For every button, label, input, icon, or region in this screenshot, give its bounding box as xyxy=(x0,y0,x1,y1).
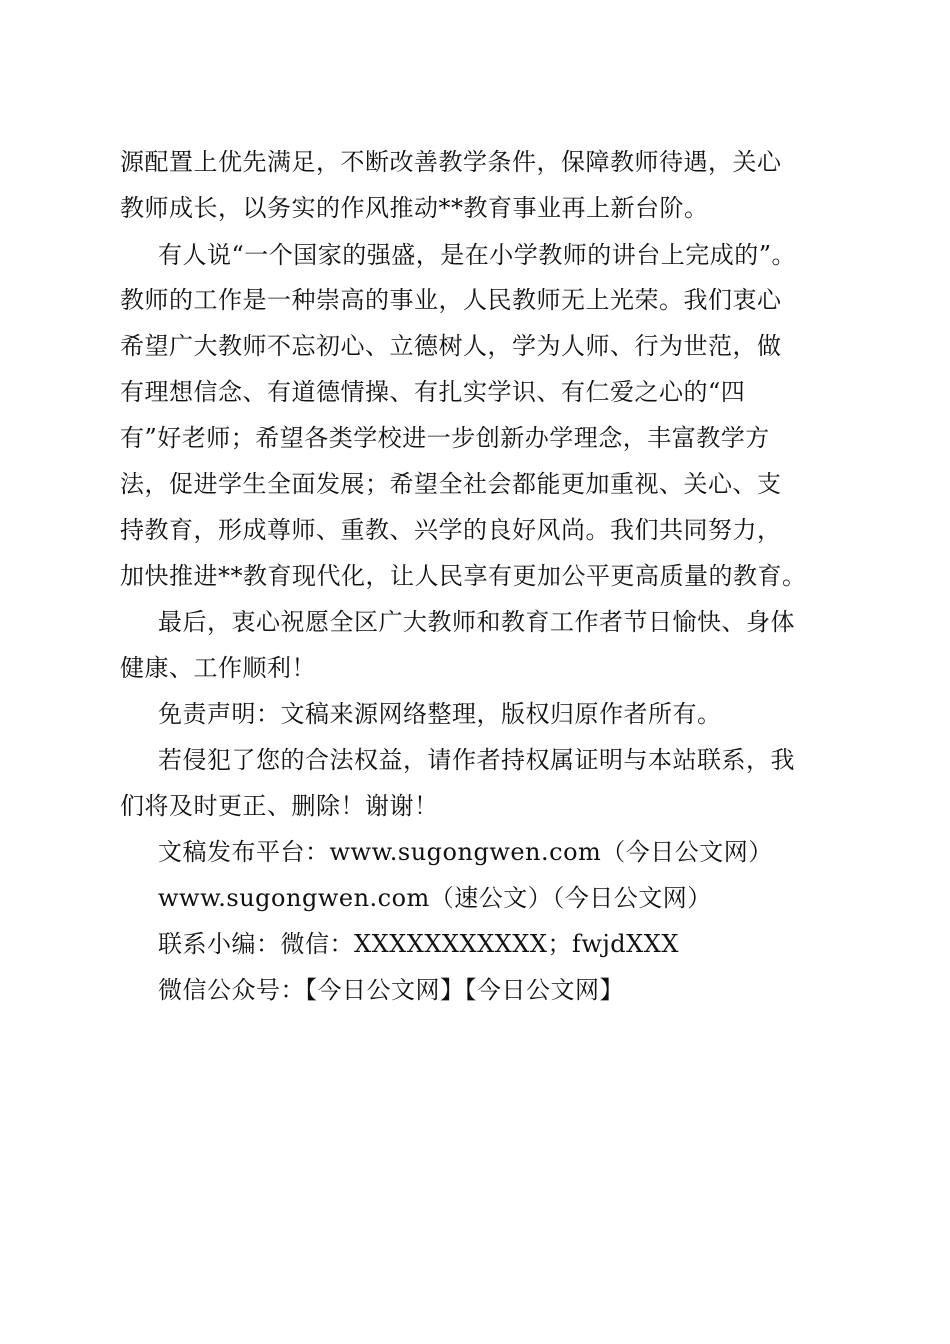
contact-line: 联系小编：微信：XXXXXXXXXXX；fwjdXXX xyxy=(158,930,679,958)
wechat-account-line: 微信公众号：【今日公文网】【今日公文网】 xyxy=(158,976,624,1004)
website-line: www.sugongwen.com（速公文）（今日公文网） xyxy=(158,884,712,912)
text-line: 有人说“一个国家的强盛，是在小学教师的讲台上完成的”。 xyxy=(158,241,797,269)
text-line: 最后，衷心祝愿全区广大教师和教育工作者节日愉快、身体 xyxy=(158,608,795,636)
text-line: 法，促进学生全面发展；希望全社会都能更加重视、关心、支 xyxy=(120,470,782,498)
text-line: 教师成长，以务实的作风推动**教育事业再上新台阶。 xyxy=(120,194,709,222)
text-line: 教师的工作是一种崇高的事业，人民教师无上光荣。我们衷心 xyxy=(120,286,782,314)
platform-line: 文稿发布平台：www.sugongwen.com（今日公文网） xyxy=(158,838,773,866)
text-line: 持教育，形成尊师、重教、兴学的良好风尚。我们共同努力， xyxy=(120,516,782,544)
text-line: 有理想信念、有道德情操、有扎实学识、有仁爱之心的“四 xyxy=(120,378,746,406)
text-line: 有”好老师；希望各类学校进一步创新办学理念，丰富教学方 xyxy=(120,424,770,452)
text-line: 健康、工作顺利！ xyxy=(120,654,316,682)
text-line: 加快推进**教育现代化，让人民享有更加公平更高质量的教育。 xyxy=(120,562,807,590)
disclaimer-line: 免责声明：文稿来源网络整理，版权归原作者所有。 xyxy=(158,700,722,728)
text-line: 源配置上优先满足，不断改善教学条件，保障教师待遇，关心 xyxy=(120,148,782,176)
disclaimer-line: 若侵犯了您的合法权益，请作者持权属证明与本站联系，我 xyxy=(158,746,795,774)
disclaimer-line: 们将及时更正、删除！谢谢！ xyxy=(120,792,439,820)
text-line: 希望广大教师不忘初心、立德树人，学为人师、行为世范，做 xyxy=(120,332,782,360)
